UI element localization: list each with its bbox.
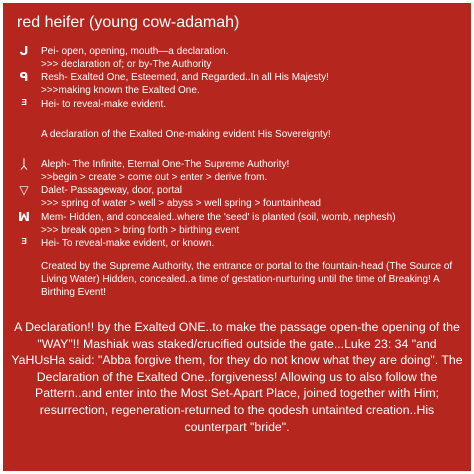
summary-created: Created by the Supreme Authority, the entrance or portal to the fountain-head (The Source of Living Water) Hidden, concealed..a time of gestation-nurturing until the time of Breaking! A Birthing Event! (41, 261, 453, 298)
mem-meaning: >>> break open > bring forth > birthing event (41, 225, 240, 236)
page-title: red heifer (young cow-adamah) (17, 14, 240, 31)
paleo-dalet-glyph: ▽ (19, 183, 29, 197)
hei-definition-2: Hei- To reveal-make evident, or known. (41, 238, 215, 249)
summary-declaration: A declaration of the Exalted One-making evident His Sovereignty! (41, 129, 331, 140)
paleo-hei-glyph-2: ᴲ (21, 236, 27, 250)
content-card (3, 3, 471, 471)
aleph-meaning: >>begin > create > come out > enter > derive from. (41, 172, 268, 183)
dalet-meaning: >>> spring of water > well > abyss > well spring > fountainhead (41, 198, 321, 209)
pei-definition: Pei- open, opening, mouth—a declaration. (41, 46, 229, 57)
paleo-pei-glyph: ᒍ (19, 44, 29, 58)
pei-meaning: >>> declaration of; or by-The Authority (41, 59, 212, 70)
mem-definition: Mem- Hidden, and concealed..where the 'seed' is planted (soil, womb, nephesh) (41, 212, 396, 223)
closing-declaration: A Declaration!! by the Exalted ONE..to make the passage open-the opening of the "WAY"!! Mashiak was staked/crucified outside the gate...Luke 23: 34 "and YaHUsHa said: "Abba forgive them, for they do not know what they are doing". The Declaration of the Exalted One..forgiveness! Allowing us to also follow the Pattern..and enter into the Most Set-Apart Place, joined together with Him; resurrection, regeneration-returned to the qodesh untainted creation..His counterpart "bride". (11, 320, 463, 434)
hei-definition: Hei- to reveal-make evident. (41, 99, 167, 110)
paleo-hei-glyph: ᴲ (21, 97, 27, 111)
resh-meaning: >>>making known the Exalted One. (41, 85, 200, 96)
dalet-definition: Dalet- Passageway, door, portal (41, 185, 183, 196)
paleo-resh-glyph: ᑫ (19, 70, 29, 84)
resh-definition: Resh- Exalted One, Esteemed, and Regarded..In all His Majesty! (41, 72, 329, 83)
aleph-definition: Aleph- The Infinite, Eternal One-The Supreme Authority! (41, 159, 290, 170)
paleo-aleph-glyph: ᛸ (20, 157, 28, 171)
paleo-mem-glyph: ꟽ (18, 210, 30, 224)
